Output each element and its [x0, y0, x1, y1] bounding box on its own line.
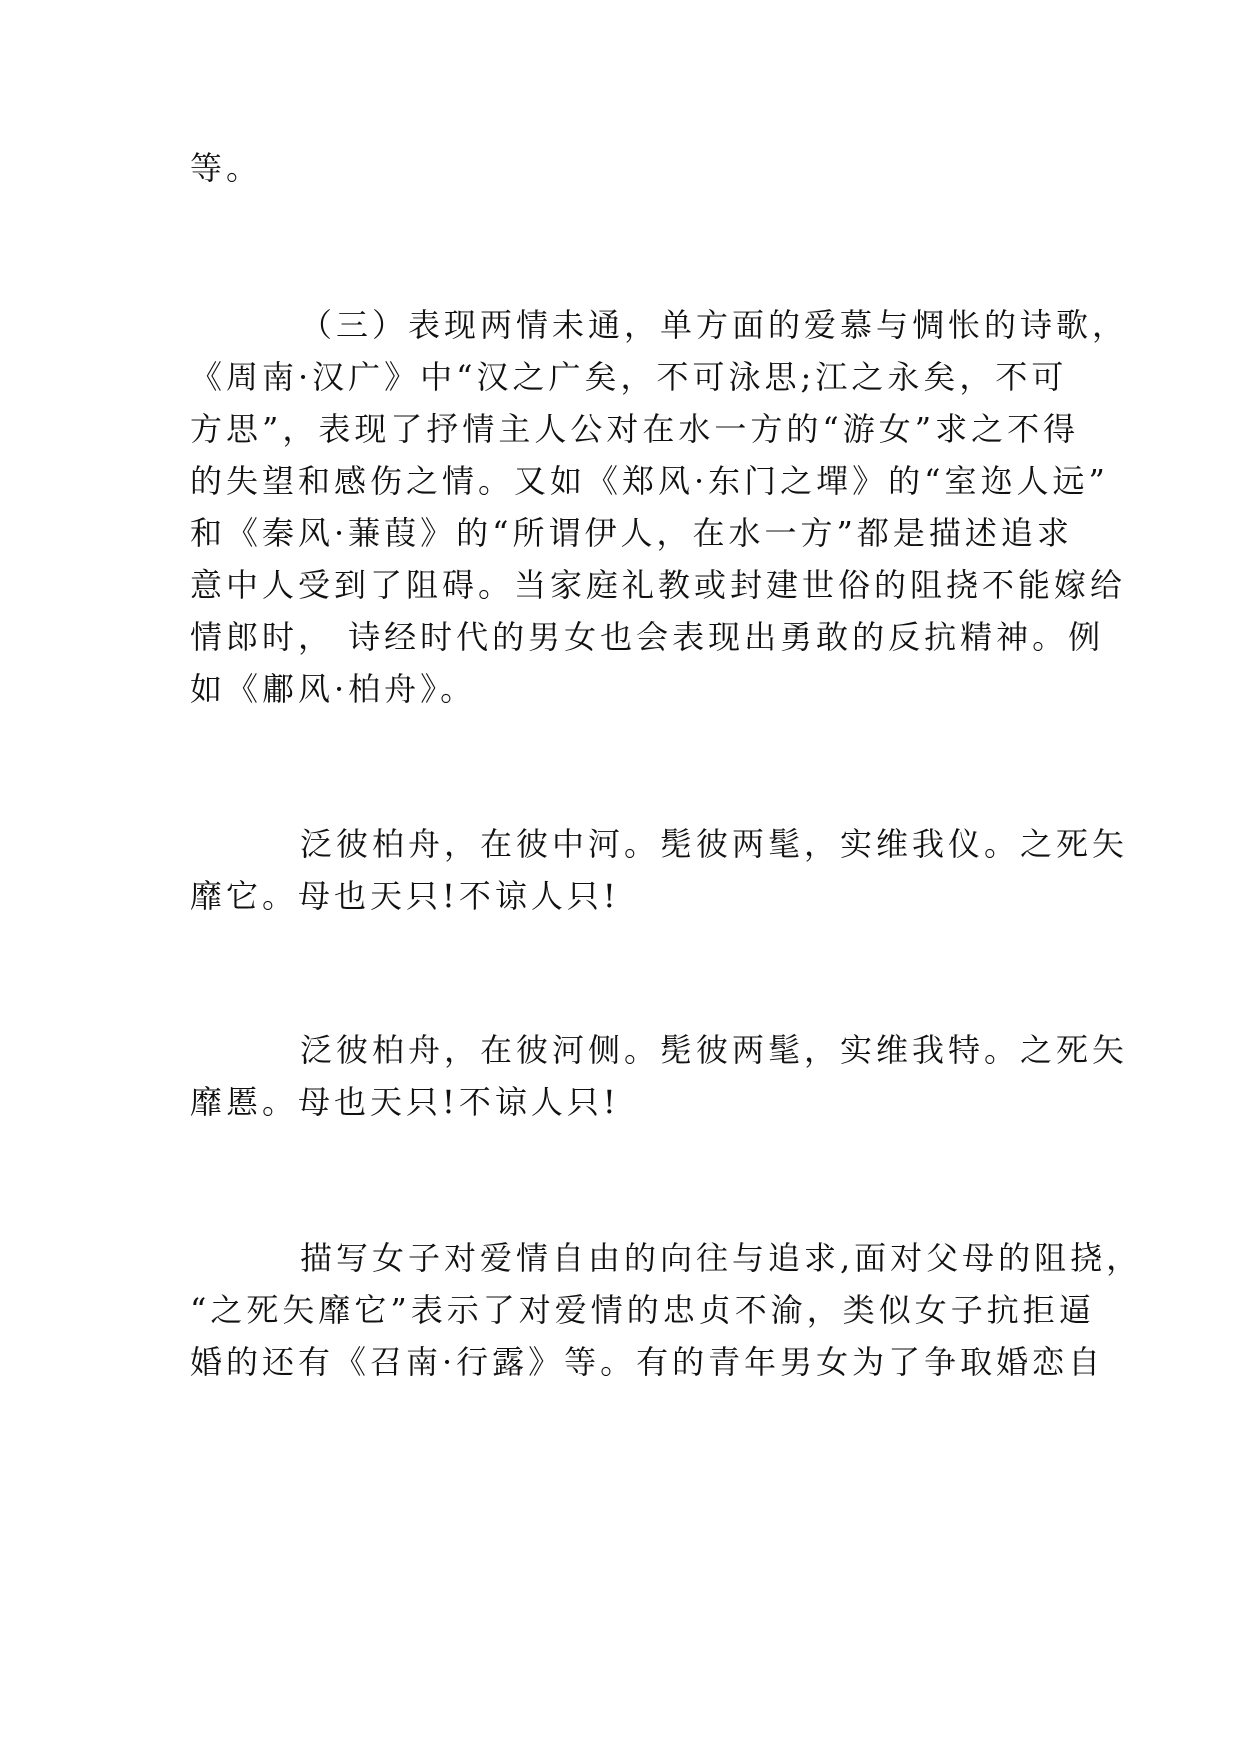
paragraph-0-line-1: 等。 — [190, 149, 263, 187]
paragraph-1-line-7: 情郎时， 诗经时代的男女也会表现出勇敢的反抗精神。例 — [190, 618, 1105, 656]
paragraph-1-line-1: （三）表现两情未通，单方面的爱慕与惆怅的诗歌， — [300, 306, 1129, 344]
paragraph-4-line-3: 婚的还有《召南·行露》等。有的青年男女为了争取婚恋自 — [190, 1343, 1105, 1381]
paragraph-1-line-8: 如《鄘风·柏舟》。 — [190, 670, 477, 708]
paragraph-2-line-2: 靡它。母也天只!不谅人只! — [190, 877, 620, 915]
paragraph-1-line-6: 意中人受到了阻碍。当家庭礼教或封建世俗的阻挠不能嫁给 — [190, 566, 1127, 604]
paragraph-1-line-2: 《周南·汉广》中“汉之广矣，不可泳思;江之永矣，不可 — [190, 358, 1068, 396]
paragraph-2-line-1: 泛彼柏舟，在彼中河。髧彼两髦，实维我仪。之死矢 — [300, 825, 1129, 863]
paragraph-4-line-2: “之死矢靡它”表示了对爱情的忠贞不渝，类似女子抗拒逼 — [190, 1291, 1095, 1329]
paragraph-1-line-3: 方思”，表现了抒情主人公对在水一方的“游女”求之不得 — [190, 410, 1080, 448]
paragraph-4-line-1: 描写女子对爱情自由的向往与追求,面对父母的阻挠， — [300, 1239, 1143, 1277]
paragraph-1-line-5: 和《秦风·蒹葭》的“所谓伊人，在水一方”都是描述追求 — [190, 514, 1073, 552]
paragraph-3-line-2: 靡慝。母也天只!不谅人只! — [190, 1083, 620, 1121]
paragraph-1-line-4: 的失望和感伤之情。又如《郑风·东门之墠》的“室迩人远” — [190, 462, 1109, 500]
paragraph-3-line-1: 泛彼柏舟，在彼河侧。髧彼两髦，实维我特。之死矢 — [300, 1031, 1129, 1069]
